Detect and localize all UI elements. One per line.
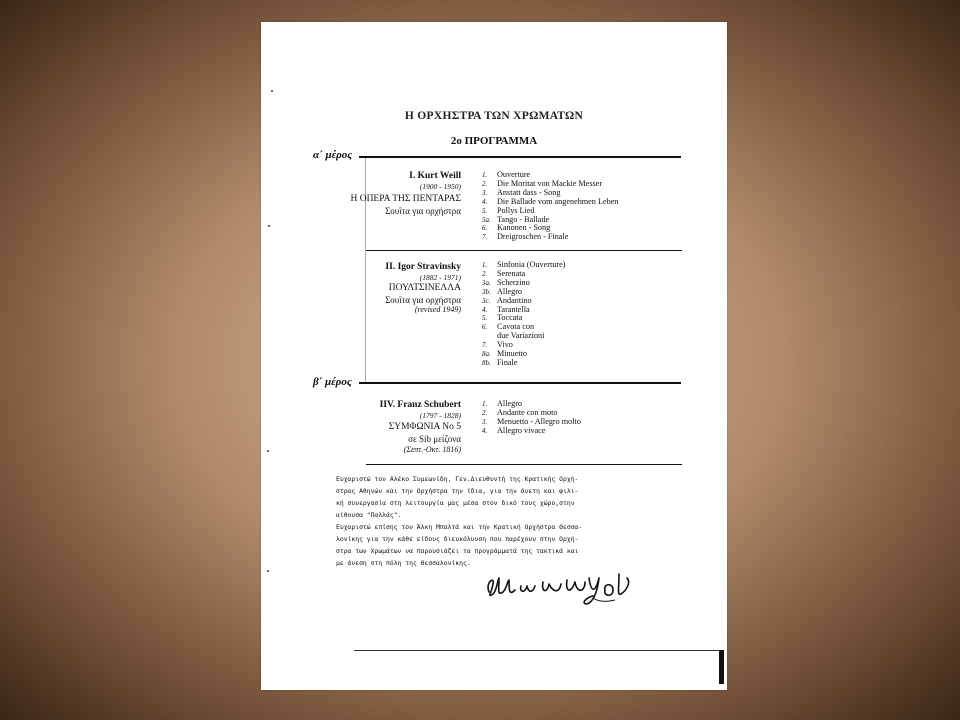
composer-weill: I. Kurt Weill — [409, 171, 461, 181]
part-a-rule — [359, 156, 681, 158]
movement-number: 3. — [482, 188, 488, 197]
work-subtitle-schubert: σε Sib μείζονα — [408, 434, 461, 444]
dates-stravinsky: (1882 - 1971) — [419, 273, 461, 282]
movement-list-stravinsky — [482, 261, 565, 368]
movement-number: 2. — [482, 269, 488, 278]
movement-number: 4. — [482, 305, 488, 314]
movement-title: Die Moritat von Mackie Messer — [497, 178, 603, 188]
movement-title: Allegro — [497, 286, 523, 296]
acknowledgements-text — [336, 473, 706, 569]
scan-speck — [268, 225, 270, 227]
movement-title: Scherzino — [497, 277, 530, 287]
movement-title: Anstatt dass - Song — [497, 187, 561, 197]
movement-number: 2. — [482, 408, 488, 417]
work-title-schubert: ΣΥΜΦΩΝΙΑ Νο 5 — [388, 422, 461, 432]
work-subtitle-weill: Σουΐτα για ορχήστρα — [385, 206, 461, 216]
acknowledgement-line: Ευχαριστώ τον Αλέκο Συμεωνίδη, Γεν.Διευθυντή της Κρατικής Ορχή- — [336, 475, 579, 483]
work-title-stravinsky: ΠΟΥΛΤΣΙΝΕΛΛΑ — [388, 283, 461, 293]
dates-weill: (1900 - 1950) — [419, 182, 461, 191]
movement-title: Sinfonia (Ouverture) — [497, 260, 566, 269]
dates-schubert: (1797 - 1828) — [419, 411, 461, 420]
movement-title: due Variazioni — [497, 331, 545, 341]
program-page — [261, 22, 727, 690]
part-a-label: α΄ μέρος — [313, 149, 353, 161]
movement-item — [482, 233, 618, 242]
movement-number: 3. — [482, 417, 488, 426]
composer-stravinsky: II. Igor Stravinsky — [385, 262, 461, 272]
work-note-stravinsky: (revised 1949) — [414, 305, 461, 314]
movement-list-weill — [482, 171, 618, 242]
movement-title: Andante con moto — [497, 407, 558, 417]
movement-title: Allegro — [497, 399, 523, 408]
movement-number: 8b. — [482, 358, 491, 367]
scan-speck — [267, 570, 269, 572]
movement-title: Andantino — [497, 295, 532, 305]
movement-number: 7. — [482, 233, 488, 242]
movement-number: 1. — [482, 171, 488, 179]
movement-number: 6. — [482, 323, 488, 332]
section-rule — [366, 250, 682, 251]
movement-number: 5. — [482, 206, 488, 215]
page-edge-bar — [719, 650, 724, 684]
movement-title: Dreigroschen - Finale — [497, 232, 569, 242]
movement-number: 2. — [482, 179, 488, 188]
movement-item — [482, 279, 565, 288]
movement-list-schubert — [482, 400, 581, 436]
movement-title: Menuetto - Allegro molto — [497, 416, 581, 426]
movement-number: 5. — [482, 314, 488, 323]
part-b-rule — [359, 382, 681, 384]
movement-title: Toccata — [497, 313, 523, 323]
movement-title: Vivo — [497, 340, 513, 350]
movement-number: 3c. — [482, 296, 491, 305]
movement-number: 1. — [482, 261, 488, 269]
composer-schubert: IIV. Franz Schubert — [379, 400, 461, 410]
scan-speck — [271, 90, 273, 92]
movement-item — [482, 350, 565, 359]
movement-item — [482, 359, 565, 368]
movement-title: Tarantella — [497, 304, 530, 314]
movement-title: Allegro vivace — [497, 425, 546, 435]
movement-number: 3b. — [482, 287, 491, 296]
acknowledgement-line: Ευχαριστώ επίσης τον Άλκη Μπαλτά και την Κρατική Ορχήστρα Θεσσα- — [336, 523, 583, 531]
movement-title: Minuetto — [497, 349, 528, 359]
movement-title: Serenata — [497, 268, 526, 278]
program-subtitle: 2ο ΠΡΟΓΡΑΜΜΑ — [450, 135, 538, 147]
movement-title: Pollys Lied — [497, 205, 535, 215]
margin-line — [365, 158, 366, 384]
movement-number: 4. — [482, 426, 488, 435]
movement-title: Ouverture — [497, 170, 531, 179]
movement-number: 1. — [482, 400, 488, 408]
acknowledgement-line: λονίκης για την κάθε είδους διευκόλυνση που παρέχουν στην Ορχή- — [336, 535, 579, 543]
work-subtitle-stravinsky: Σουΐτα για ορχήστρα — [385, 295, 461, 305]
acknowledgement-line: στρα των Χρωμάτων να παρουσιάζει τα προγράμματά της τακτικά και — [336, 547, 579, 555]
movement-number: 5a. — [482, 215, 491, 224]
work-title-weill: Η ΟΠΕΡΑ ΤΗΣ ΠΕΝΤΑΡΑΣ — [350, 194, 461, 204]
acknowledgement-line: κή συνεργασία στη λειτουργία μας μέσα στον δικό τους χώρο,στην — [336, 499, 575, 507]
movement-number: 3a. — [482, 278, 491, 287]
footer-rule — [354, 650, 721, 651]
movement-number: 8a. — [482, 350, 491, 359]
movement-title: Die Ballade vom angenehmen Leben — [497, 196, 619, 206]
acknowledgement-line: με άνεση στη πόλη της Θεσσαλονίκης. — [336, 559, 471, 567]
movement-item — [482, 332, 565, 341]
movement-title: Finale — [497, 357, 518, 367]
signature-image — [481, 568, 661, 608]
movement-item — [482, 306, 565, 315]
scan-speck — [267, 450, 269, 452]
work-note-schubert: (Σεπτ.-Οκτ. 1816) — [403, 445, 461, 454]
movement-title: Tango - Ballade — [497, 214, 550, 224]
movement-number: 4. — [482, 197, 488, 206]
movement-title: Kanonen - Song — [497, 223, 551, 233]
movement-number: 7. — [482, 341, 488, 350]
part-b-label: β΄ μέρος — [313, 376, 352, 388]
movement-item — [482, 427, 581, 436]
acknowledgement-line: αίθουσα "Παλλάς". — [336, 511, 402, 519]
program-title: Η ΟΡΧΗΣΤΡΑ ΤΩΝ ΧΡΩΜΑΤΩΝ — [404, 110, 584, 122]
movement-number: 6. — [482, 224, 488, 233]
section-rule — [366, 464, 682, 465]
movement-title: Cavota con — [497, 322, 535, 332]
acknowledgement-line: στρας Αθηνών και την Ορχήστρα την ίδια, για την άνετη και φιλι- — [336, 487, 579, 495]
